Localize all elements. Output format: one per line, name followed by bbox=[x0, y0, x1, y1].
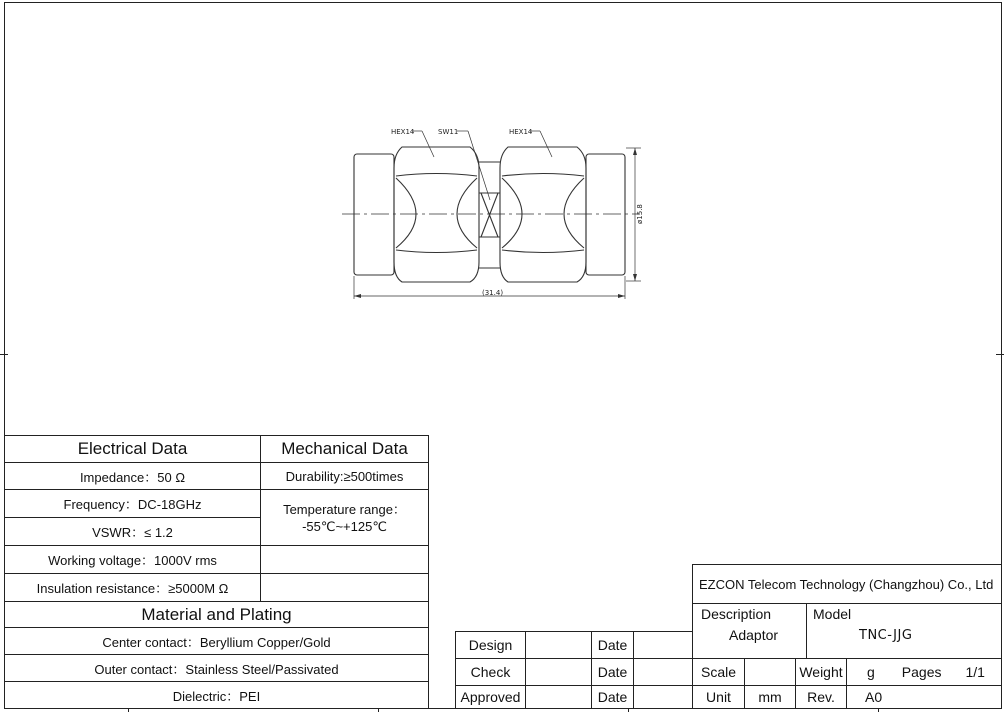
right-hex-nut bbox=[500, 147, 586, 282]
dielectric-cell: Dielectric：PEI bbox=[4, 681, 429, 709]
design-date-field bbox=[633, 631, 693, 659]
design-date-label: Date bbox=[591, 631, 634, 659]
insulation-resistance-cell: Insulation resistance：≥5000M Ω bbox=[4, 573, 261, 602]
design-signature-field bbox=[525, 631, 592, 659]
frequency-cell: Frequency：DC-18GHz bbox=[4, 489, 261, 518]
rev-value: A0 bbox=[846, 685, 1002, 709]
model-label: Model bbox=[813, 606, 852, 622]
hex-right-label: HEX14 bbox=[509, 128, 533, 136]
pages-label: Pages bbox=[901, 664, 942, 680]
outer-contact-cell: Outer contact：Stainless Steel/Passivated bbox=[4, 654, 429, 682]
length-dimension-label: (31.4) bbox=[482, 289, 504, 297]
weight-unit: g bbox=[867, 664, 875, 680]
center-contact-cell: Center contact：Beryllium Copper/Gold bbox=[4, 627, 429, 655]
impedance-cell: Impedance：50 Ω bbox=[4, 462, 261, 490]
electrical-data-header: Electrical Data bbox=[4, 435, 261, 463]
temperature-range-label: Temperature range： bbox=[283, 501, 406, 517]
pages-value: 1/1 bbox=[965, 664, 985, 680]
temperature-range-value: -55℃~+125℃ bbox=[302, 518, 387, 534]
check-label: Check bbox=[455, 658, 526, 686]
weight-pages-cell bbox=[846, 658, 1002, 686]
diameter-dimension-label: ø15.8 bbox=[636, 204, 644, 224]
scale-value bbox=[744, 658, 796, 686]
hex-left-label: HEX14 bbox=[391, 128, 415, 136]
weight-label: Weight bbox=[795, 658, 847, 686]
unit-label: Unit bbox=[692, 685, 745, 709]
company-name: EZCON Telecom Technology (Changzhou) Co., Ltd bbox=[692, 564, 1002, 604]
sw-label: SW11 bbox=[438, 128, 459, 136]
check-date-field bbox=[633, 658, 693, 686]
approved-date-field bbox=[633, 685, 693, 709]
scale-label: Scale bbox=[692, 658, 745, 686]
design-label: Design bbox=[455, 631, 526, 659]
check-date-label: Date bbox=[591, 658, 634, 686]
description-value: Adaptor bbox=[729, 627, 779, 643]
rev-label: Rev. bbox=[795, 685, 847, 709]
approved-signature-field bbox=[525, 685, 592, 709]
temperature-range-cell bbox=[260, 489, 429, 546]
left-hex-nut bbox=[394, 147, 479, 282]
durability-cell: Durability:≥500times bbox=[260, 462, 429, 490]
mechanical-data-header: Mechanical Data bbox=[260, 435, 429, 463]
approved-label: Approved bbox=[455, 685, 526, 709]
description-label: Description bbox=[701, 606, 772, 622]
empty-cell bbox=[260, 545, 429, 574]
working-voltage-cell: Working voltage：1000V rms bbox=[4, 545, 261, 574]
model-value: TNC-JJG bbox=[859, 628, 913, 643]
check-signature-field bbox=[525, 658, 592, 686]
approved-date-label: Date bbox=[591, 685, 634, 709]
right-end-body bbox=[586, 154, 625, 275]
empty-cell bbox=[260, 573, 429, 602]
unit-value: mm bbox=[744, 685, 796, 709]
material-plating-header: Material and Plating bbox=[4, 601, 429, 628]
left-end-body bbox=[354, 154, 394, 275]
vswr-cell: VSWR：≤ 1.2 bbox=[4, 517, 261, 546]
